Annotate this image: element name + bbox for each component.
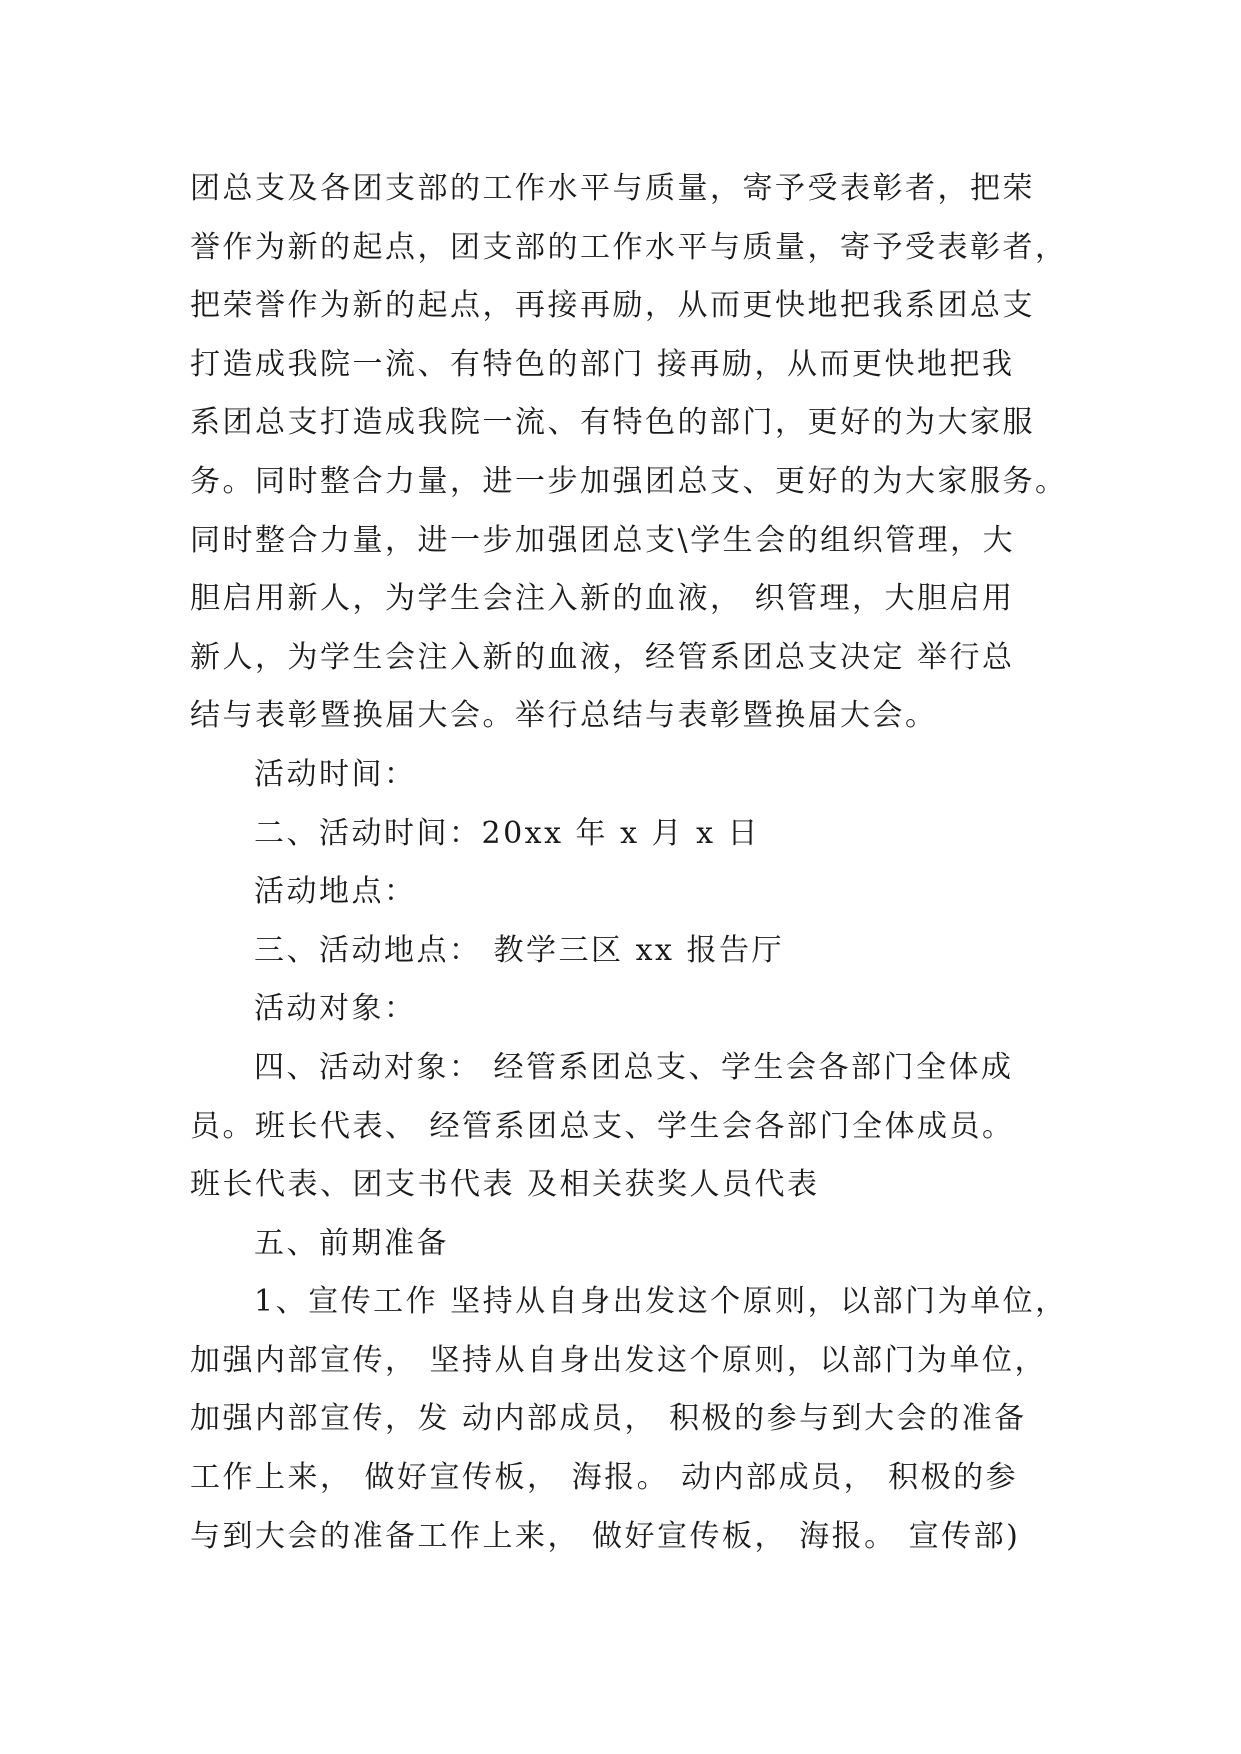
text-line: 加强内部宣传， 坚持从自身出发这个原则，以部门为单位， (190, 1342, 1048, 1378)
document-body (190, 160, 1070, 1566)
text-line: 誉作为新的起点，团支部的工作水平与质量，寄予受表彰者， (190, 229, 1068, 265)
text-line: 1、宣传工作 坚持从自身出发这个原则，以部门为单位， (254, 1284, 1068, 1320)
text-line: 把荣誉作为新的起点，再接再励，从而更快地把我系团总支 (190, 288, 1035, 324)
text-line: 工作上来， 做好宣传板， 海报。 动内部成员， 积极的参 (190, 1460, 1019, 1496)
text-line: 加强内部宣传，发 动内部成员， 积极的参与到大会的准备 (190, 1401, 1027, 1437)
text-line: 新人，为学生会注入新的血液，经管系团总支决定 举行总 (190, 639, 1015, 675)
text-line: 同时整合力量，进一步加强团总支\学生会的组织管理，大 (190, 522, 1016, 558)
text-line: 打造成我院一流、有特色的部门 接再励，从而更快地把我 (190, 346, 1015, 382)
text-line: 活动地点： (254, 874, 417, 910)
text-line: 结与表彰暨换届大会。举行总结与表彰暨换届大会。 (190, 698, 938, 734)
text-line: 二、活动时间：20xx 年 x 月 x 日 (254, 815, 761, 851)
text-line: 活动对象： (254, 991, 417, 1027)
text-line: 务。同时整合力量，进一步加强团总支、更好的为大家服务。 (190, 463, 1068, 499)
text-line: 团总支及各团支部的工作水平与质量，寄予受表彰者，把荣 (190, 171, 1035, 206)
text-line: 三、活动地点： 教学三区 xx 报告厅 (254, 932, 784, 968)
text-line: 胆启用新人，为学生会注入新的血液， 织管理，大胆启用 (190, 581, 1015, 617)
text-line: 五、前期准备 (254, 1225, 449, 1261)
text-line: 员。班长代表、 经管系团总支、学生会各部门全体成员。 (190, 1108, 1015, 1144)
text-line: 系团总支打造成我院一流、有特色的部门，更好的为大家服 (190, 405, 1035, 441)
text-line: 与到大会的准备工作上来， 做好宣传板， 海报。 宣传部) (190, 1518, 1021, 1554)
text-line: 活动时间： (254, 756, 417, 792)
text-line: 四、活动对象： 经管系团总支、学生会各部门全体成 (254, 1049, 1014, 1085)
text-line: 班长代表、团支书代表 及相关获奖人员代表 (190, 1167, 820, 1203)
